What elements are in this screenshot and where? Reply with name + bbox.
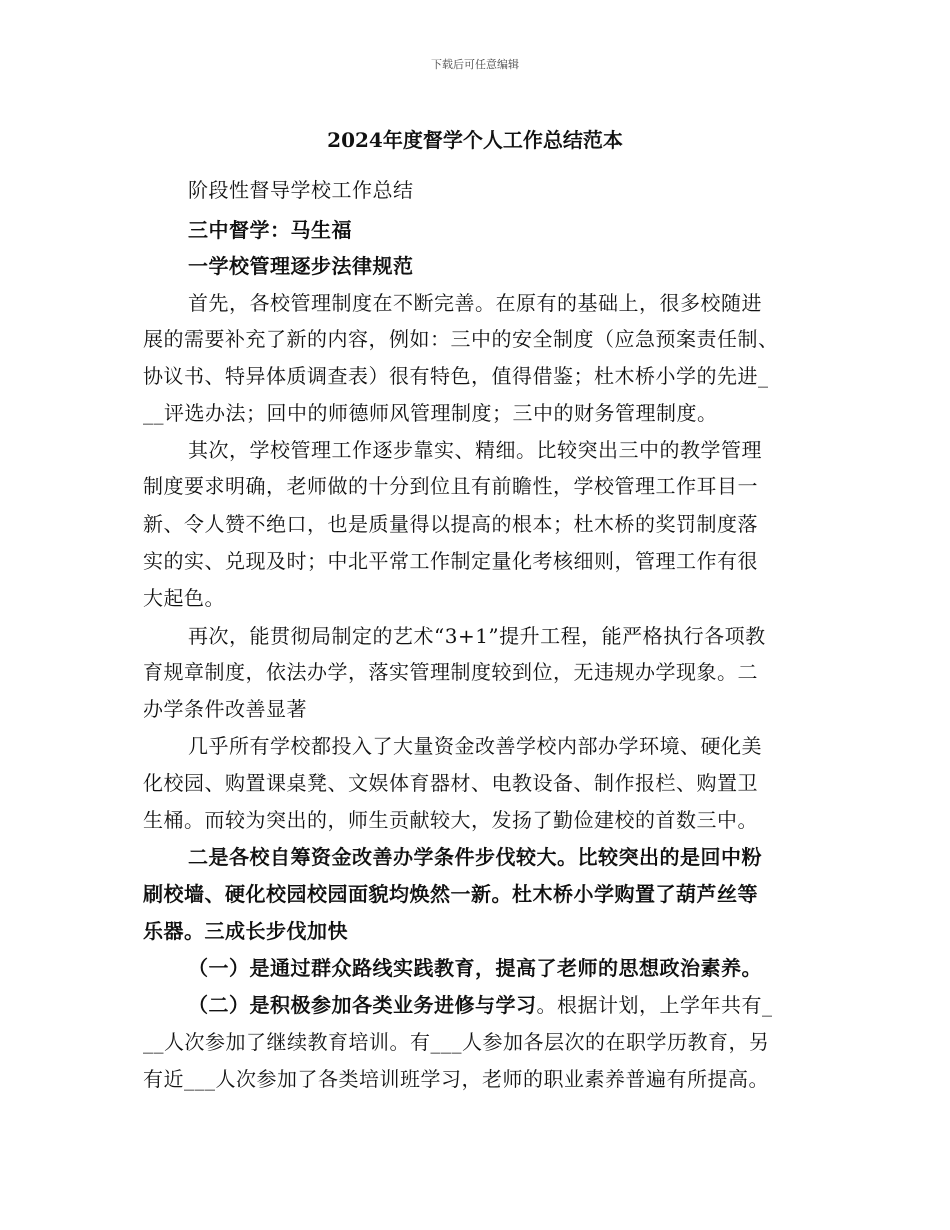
paragraph-line-bold: 乐器。三成长步伐加快 (143, 919, 348, 943)
paragraph-line: 实的实、兑现及时；中北平常工作制定量化考核细则，管理工作有很 (143, 549, 758, 573)
regular-phrase: 。根据计划，上学年共有_ (536, 993, 773, 1017)
paragraph-line: 办学条件改善显著 (143, 697, 307, 721)
paragraph-line-mixed (188, 989, 773, 1018)
paragraph-line: __评选办法；回中的师德师风管理制度；三中的财务管理制度。 (143, 401, 718, 425)
bold-phrase: （二）是积极参加各类业务进修与学习 (188, 993, 537, 1017)
paragraph-line: 协议书、特异体质调查表）很有特色，值得借鉴；杜木桥小学的先进_ (143, 364, 769, 388)
paragraph-line: 制度要求明确，老师做的十分到位且有前瞻性，学校管理工作耳目一 (143, 474, 758, 498)
author-line: 三中督学：马生福 (188, 218, 352, 242)
paragraph-line: 育规章制度，依法办学，落实管理制度较到位，无违规办学现象。二 (143, 660, 758, 684)
paragraph-line-bold: 二是各校自筹资金改善办学条件步伐较大。比较突出的是回中粉 (188, 845, 762, 869)
document-title: 2024年度督学个人工作总结范本 (327, 128, 623, 152)
paragraph-line: 其次，学校管理工作逐步靠实、精细。比较突出三中的教学管理 (188, 438, 762, 462)
paragraph-line: 再次，能贯彻局制定的艺术“3+1”提升工程，能严格执行各项教 (188, 624, 766, 648)
paragraph-line: 有近___人次参加了各类培训班学习，老师的职业素养普遍有所提高。 (143, 1067, 769, 1091)
paragraph-line: 展的需要补充了新的内容，例如：三中的安全制度（应急预案责任制、 (143, 327, 779, 351)
paragraph-line: 首先，各校管理制度在不断完善。在原有的基础上，很多校随进 (188, 291, 762, 315)
paragraph-line: 生桶。而较为突出的，师生贡献较大，发扬了勤俭建校的首数三中。 (143, 808, 758, 832)
header-note: 下载后可任意编辑 (431, 58, 519, 71)
paragraph-line: 化校园、购置课桌凳、文娱体育器材、电教设备、制作报栏、购置卫 (143, 771, 758, 795)
paragraph-line-bold: （一）是通过群众路线实践教育，提高了老师的思想政治素养。 (188, 956, 762, 980)
paragraph-line: __人次参加了继续教育培训。有___人参加各层次的在职学历教育，另 (143, 1030, 770, 1054)
section-heading-1: 一学校管理逐步法律规范 (188, 254, 414, 278)
paragraph-line: 大起色。 (143, 586, 225, 610)
subtitle: 阶段性督导学校工作总结 (188, 178, 414, 202)
paragraph-line-bold: 刷校墙、硬化校园校园面貌均焕然一新。杜木桥小学购置了葫芦丝等 (143, 882, 758, 906)
paragraph-line: 新、令人赞不绝口，也是质量得以提高的根本；杜木桥的奖罚制度落 (143, 512, 758, 536)
paragraph-line: 几乎所有学校都投入了大量资金改善学校内部办学环境、硬化美 (188, 734, 762, 758)
